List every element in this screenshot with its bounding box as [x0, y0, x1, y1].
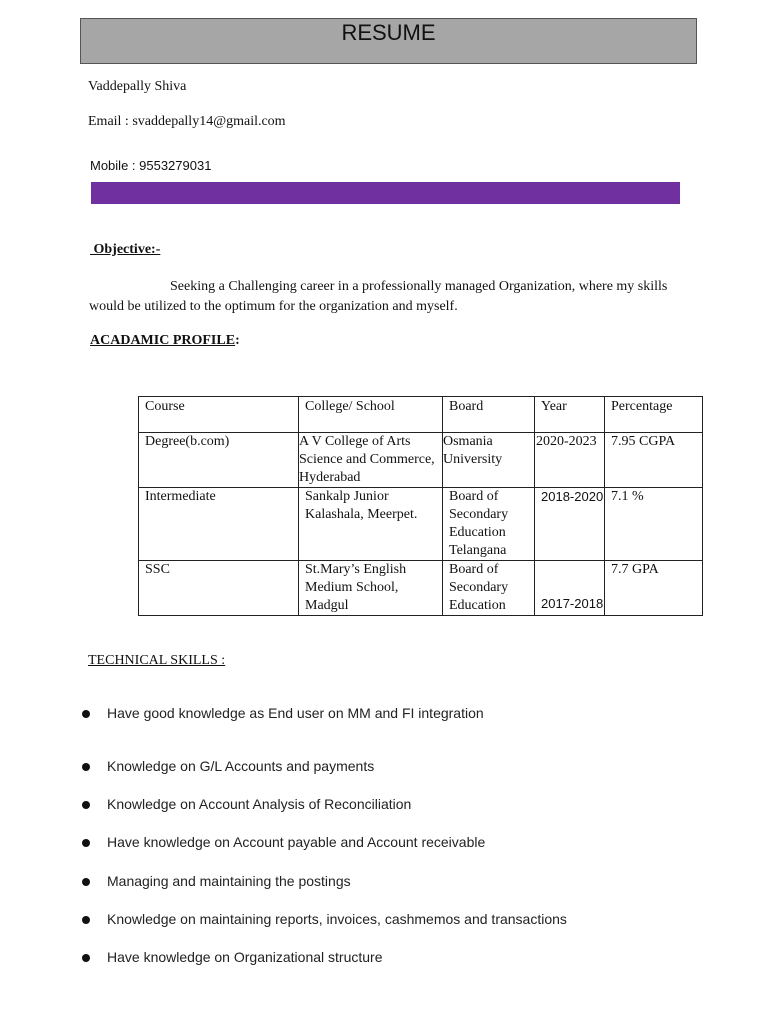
bullet-icon [82, 801, 90, 809]
cell-college: Sankalp Junior Kalashala, Meerpet. [299, 488, 443, 561]
objective-text: Seeking a Challenging career in a professionally managed Organization, where my skills would be utilized to the optimum for the organization and myself. [89, 279, 668, 314]
skill-text: Have knowledge on Account payable and Account receivable [107, 834, 486, 850]
skill-text: Knowledge on maintaining reports, invoices, cashmemos and transactions [107, 911, 567, 927]
resume-title: RESUME [80, 18, 697, 64]
column-header-college: College/ School [299, 397, 443, 433]
cell-course: Degree(b.com) [139, 433, 299, 488]
skill-text: Knowledge on Account Analysis of Reconciliation [107, 796, 412, 812]
cell-board: Board of Secondary Education Telangana [443, 488, 535, 561]
cell-board: Osmania University [443, 433, 535, 488]
academic-heading [90, 333, 240, 349]
skills-heading: TECHNICAL SKILLS : [88, 653, 226, 668]
candidate-name: Vaddepally Shiva [88, 79, 187, 94]
cell-course: SSC [139, 561, 299, 616]
cell-college: St.Mary’s English Medium School, Madgul [299, 561, 443, 616]
table-row [139, 488, 703, 561]
bullet-icon [82, 763, 90, 771]
skill-text: Knowledge on G/L Accounts and payments [107, 758, 375, 774]
academic-table [138, 396, 703, 616]
skill-text: Managing and maintaining the postings [107, 873, 351, 889]
cell-board: Board of Secondary Education [443, 561, 535, 616]
bullet-icon [82, 878, 90, 886]
skill-text: Have knowledge on Organizational structure [107, 949, 383, 965]
column-header-course: Course [139, 397, 299, 433]
bullet-icon [82, 839, 90, 847]
email-line: Email : svaddepally14@gmail.com [88, 114, 286, 129]
cell-year: 2020-2023 [535, 433, 605, 488]
table-row [139, 561, 703, 616]
cell-course: Intermediate [139, 488, 299, 561]
academic-heading-colon: : [235, 333, 240, 348]
table-row [139, 433, 703, 488]
column-header-board: Board [443, 397, 535, 433]
table-header-row [139, 397, 703, 433]
cell-year: 2017-2018 [535, 561, 605, 616]
cell-percentage: 7.7 GPA [605, 561, 703, 616]
academic-heading-label: ACADAMIC PROFILE [90, 333, 236, 348]
accent-divider [91, 182, 680, 204]
cell-percentage: 7.1 % [605, 488, 703, 561]
cell-college: A V College of Arts Science and Commerce, Hyderabad [299, 433, 443, 488]
bullet-icon [82, 916, 90, 924]
objective-heading: Objective:- [90, 242, 161, 257]
bullet-icon [82, 954, 90, 962]
skill-text: Have good knowledge as End user on MM and FI integration [107, 705, 484, 721]
mobile-line: Mobile : 9553279031 [90, 158, 212, 173]
bullet-icon [82, 710, 90, 718]
cell-year: 2018-2020 [535, 488, 605, 561]
column-header-year: Year [535, 397, 605, 433]
column-header-percentage: Percentage [605, 397, 703, 433]
cell-percentage: 7.95 CGPA [605, 433, 703, 488]
